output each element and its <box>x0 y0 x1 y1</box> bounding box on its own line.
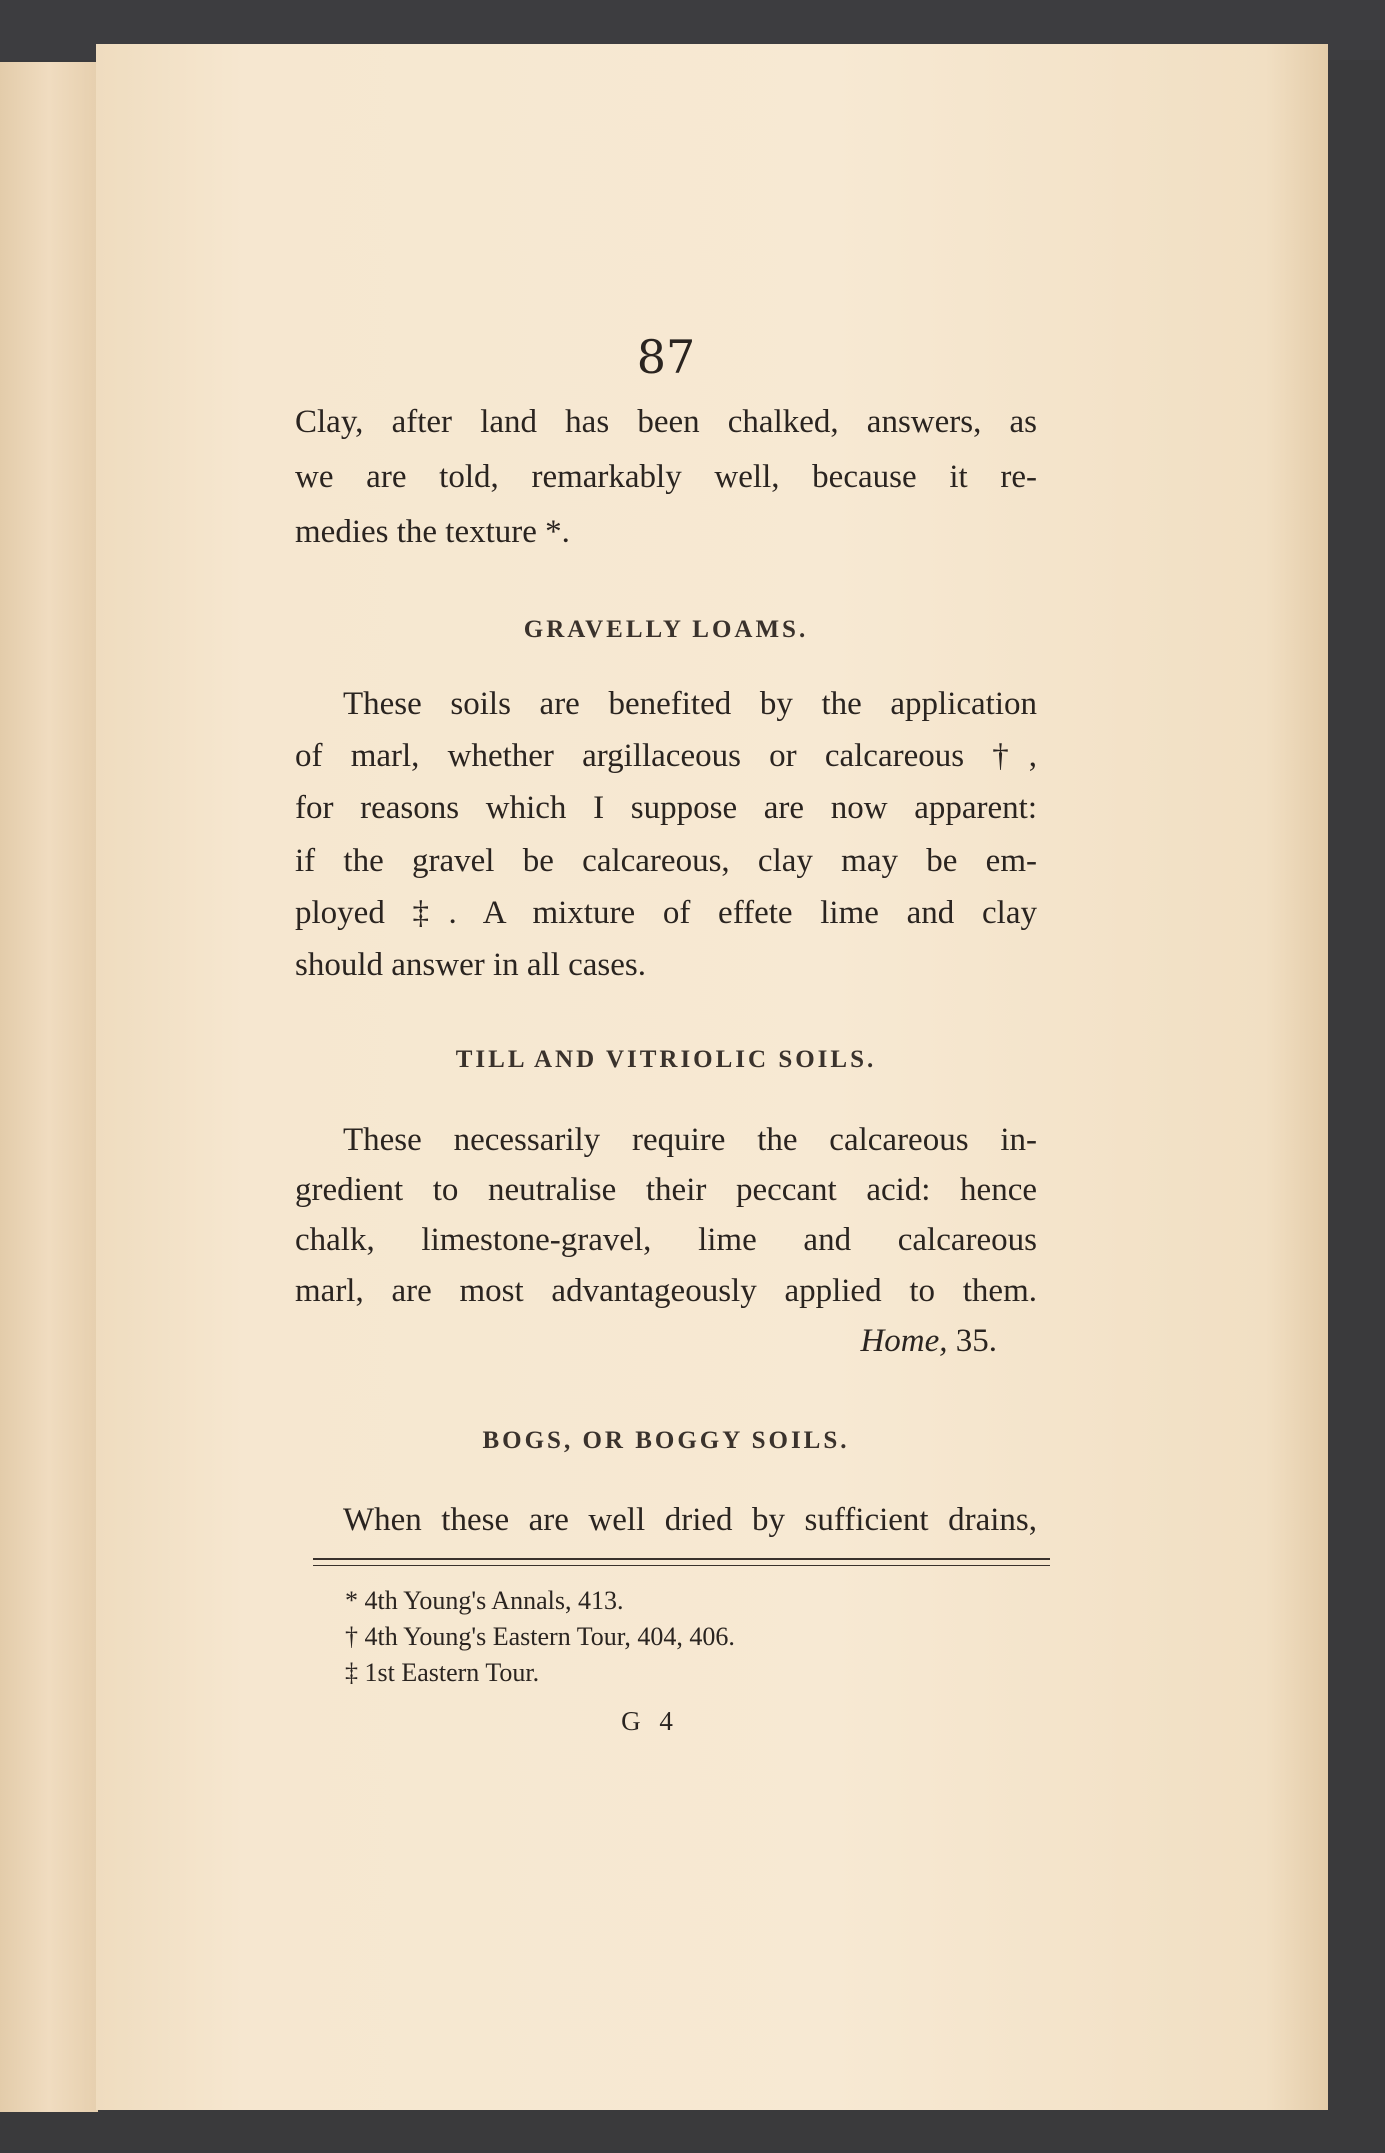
footnote: † 4th Young's Eastern Tour, 404, 406. <box>345 1622 735 1651</box>
citation-author: Home, <box>860 1323 948 1359</box>
citation-page: 35. <box>955 1323 997 1359</box>
text-line: for reasons which I suppose are now apparent: <box>295 790 1037 826</box>
text-line: Clay, after land has been chalked, answers, as <box>295 404 1037 440</box>
citation <box>295 1323 1037 1360</box>
book-spine <box>0 62 98 2112</box>
page-number: 87 <box>636 330 696 384</box>
text-line: we are told, remarkably well, because it re- <box>295 459 1037 495</box>
text-line: of marl, whether argillaceous or calcareous †, <box>295 738 1037 774</box>
text-line: These soils are benefited by the application <box>343 686 1037 722</box>
signature-mark: G 4 <box>621 1706 679 1736</box>
text-line: When these are well dried by sufficient drains, <box>343 1502 1037 1538</box>
footnote: * 4th Young's Annals, 413. <box>345 1586 624 1615</box>
footnote-rule <box>313 1558 1050 1560</box>
section-heading: GRAVELLY LOAMS. <box>523 616 809 643</box>
footnote-rule <box>313 1565 1050 1566</box>
text-line: gredient to neutralise their peccant acid: hence <box>295 1172 1037 1208</box>
text-line: medies the texture *. <box>295 514 570 550</box>
text-line: These necessarily require the calcareous in- <box>343 1122 1037 1158</box>
section-heading: TILL AND VITRIOLIC SOILS. <box>455 1046 877 1073</box>
section-heading: BOGS, OR BOGGY SOILS. <box>482 1427 850 1454</box>
text-line: ployed ‡. A mixture of effete lime and clay <box>295 895 1037 931</box>
text-line: if the gravel be calcareous, clay may be em- <box>295 843 1037 879</box>
text-line: marl, are most advantageously applied to them. <box>295 1273 1037 1309</box>
text-line: should answer in all cases. <box>295 947 646 983</box>
text-line: chalk, limestone-gravel, lime and calcareous <box>295 1222 1037 1258</box>
footnote: ‡ 1st Eastern Tour. <box>345 1658 540 1687</box>
